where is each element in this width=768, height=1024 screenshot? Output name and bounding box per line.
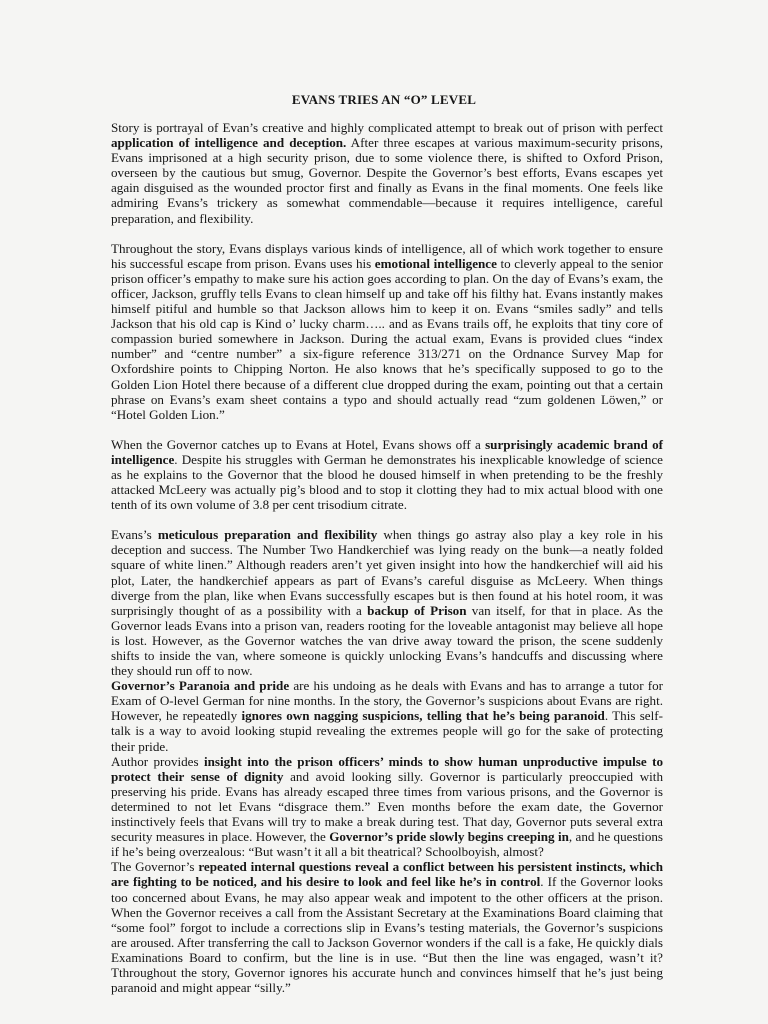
bold-phrase: insight into the prison officers’ minds to show human unproductive impulse to protect their sense of dignity bbox=[111, 753, 663, 784]
text-run: Evans’s bbox=[111, 527, 158, 543]
bold-phrase: surprisingly academic brand of intelligence bbox=[111, 436, 663, 467]
bold-phrase: repeated internal questions reveal a conflict between his persistent instincts, which are fighting to be noticed, and his desire to look and feel like he’s in control bbox=[111, 859, 663, 890]
text-run: van itself, for that in place. As the Governor leads Evans into a prison van, readers rooting for the loveable antagonist may believe all hope is lost. However, as the Governor watches the van drive away toward the prison, the scene suddenly shifts to inside the van, where someone is quickly unlocking Evans’s handcuffs and discussing where they should run off to now. bbox=[111, 602, 663, 679]
text-run: After three escapes at various maximum-security prisons, Evans imprisoned at a high security prison, due to some violence there, is shifted to Oxford Prison, overseen by the cautious but smug, Governor. Despite the Governor’s best efforts, Evans escapes yet again disguised as the wounded proctor first and finally as Evans in the final moments. One feels like admiring Evans’s trickery as somewhat commendable—because it requires intelligence, careful preparation, and flexibility. bbox=[111, 135, 663, 226]
text-run: Author provides bbox=[111, 753, 204, 769]
bold-phrase: application of intelligence and deception. bbox=[111, 135, 347, 151]
paragraph bbox=[111, 437, 663, 512]
text-run: . If the Governor looks too concerned about Evans, he may also appear weak and impotent to the other officers at the prison. When the Governor receives a call from the Assistant Secretary at the Examinations Board claiming that “some fool” forgot to include a corrections slip in Evans’s testing materials, the Governor’s suspicions are aroused. After transferring the call to Jackson Governor wonders if the call is a fake, He quickly dials Examinations Board to confirm, but the line is in use. “But then the line was engaged, wasn’t it? Tthroughout the story, Governor ignores his accurate hunch and convinces himself that he’s just being paranoid and might appear “silly.” bbox=[111, 874, 663, 996]
text-run: , and he questions if he’s being overzealous: “But wasn’t it all a bit theatrical? Schoolboyish, almost? bbox=[111, 829, 664, 860]
document-title: EVANS TRIES AN “O” LEVEL bbox=[291, 92, 477, 107]
document-body bbox=[111, 120, 663, 995]
text-run: When the Governor catches up to Evans at Hotel, Evans shows off a bbox=[111, 436, 486, 452]
paragraph bbox=[111, 859, 663, 995]
paragraph bbox=[111, 754, 663, 860]
bold-phrase: Governor’s pride slowly begins creeping in bbox=[329, 829, 569, 845]
text-run: are his undoing as he deals with Evans and has to arrange a tutor for Exam of O-level German for nine months. In the story, the Governor’s suspicions about Evans are right. However, he repeatedly bbox=[111, 678, 663, 724]
bold-phrase: backup of Prison bbox=[367, 602, 467, 618]
text-run: to cleverly appeal to the senior prison officer’s empathy to make sure his action goes according to plan. On the day of Evans’s exam, the officer, Jackson, gruffly tells Evans to clean himself up and take off his filthy hat. Evans instantly makes himself pitiful and humble so that Jackson allows him to keep it on. Evans “smiles sadly” and tells Jackson that his old cap is Kind o’ lucky charm….. and as Evans trails off, he exploits that tiny core of compassion buried somewhere in Jackson. During the actual exam, Evans is provided clues “index number” and “centre number” a six-figure reference 313/271 on the Ordnance Survey Map for Oxfordshire points to Chipping Norton. He also knows that he’s specifically supposed to go to the Golden Lion Hotel there because of a different clue dropped during the exam, pointing out that a certain phrase on Evans’s exam sheet contains a typo and should actually read “zum goldenen Löwen,” or “Hotel Golden Lion.” bbox=[111, 255, 664, 422]
paragraph bbox=[111, 527, 663, 678]
text-run: The Governor’s bbox=[111, 859, 199, 875]
paragraph bbox=[111, 120, 663, 226]
paragraph bbox=[111, 678, 663, 753]
text-run: . This self-talk is a way to avoid looking stupid revealing the extremes people will go for the sake of protecting their pride. bbox=[111, 708, 663, 754]
text-run: and avoid looking silly. Governor is particularly preoccupied with preserving his pride. Evans has already escaped three times from various prisons, and the Governor is determined to not let Evans “disgrace them.” Even months before the exam date, the Governor instinctively feels that Evans will try to make a break during test. That day, Governor puts several extra security measures in place. However, the bbox=[111, 768, 663, 845]
text-run: . Despite his struggles with German he demonstrates his inexplicable knowledge of science as he explains to the Governor that the blood he doused himself in when pretending to be the freshly attacked McLeery was actually pig’s blood and to stop it clotting they had to mix actual blood with one tenth of its own volume of 3.8 per cent trisodium citrate. bbox=[111, 451, 663, 513]
bold-phrase: emotional intelligence bbox=[374, 255, 497, 271]
bold-phrase: meticulous preparation and flexibility bbox=[157, 527, 378, 543]
text-run: when things go astray also play a key role in his deception and success. The Number Two Handkerchief was lying ready on the bunk—a neatly folded square of white linen.” Although readers aren’t yet given insight into how the handkerchief will aid his plot, Later, the handkerchief appears as part of Evans’s careful disguise as McLeery. When things diverge from the plan, like when Evans successfully escapes but is then found at his hotel room, it was surprisingly thought of as a possibility with a bbox=[111, 527, 663, 618]
text-run: Story is portrayal of Evan’s creative and highly complicated attempt to break out of prison with perfect bbox=[111, 120, 663, 135]
bold-phrase: ignores own nagging suspicions, telling that he’s being paranoid bbox=[241, 708, 605, 724]
text-run: Throughout the story, Evans displays various kinds of intelligence, all of which work together to ensure his successful escape from prison. Evans uses his bbox=[111, 240, 663, 271]
bold-phrase: Governor’s Paranoia and pride bbox=[111, 678, 290, 694]
paragraph bbox=[111, 241, 663, 422]
